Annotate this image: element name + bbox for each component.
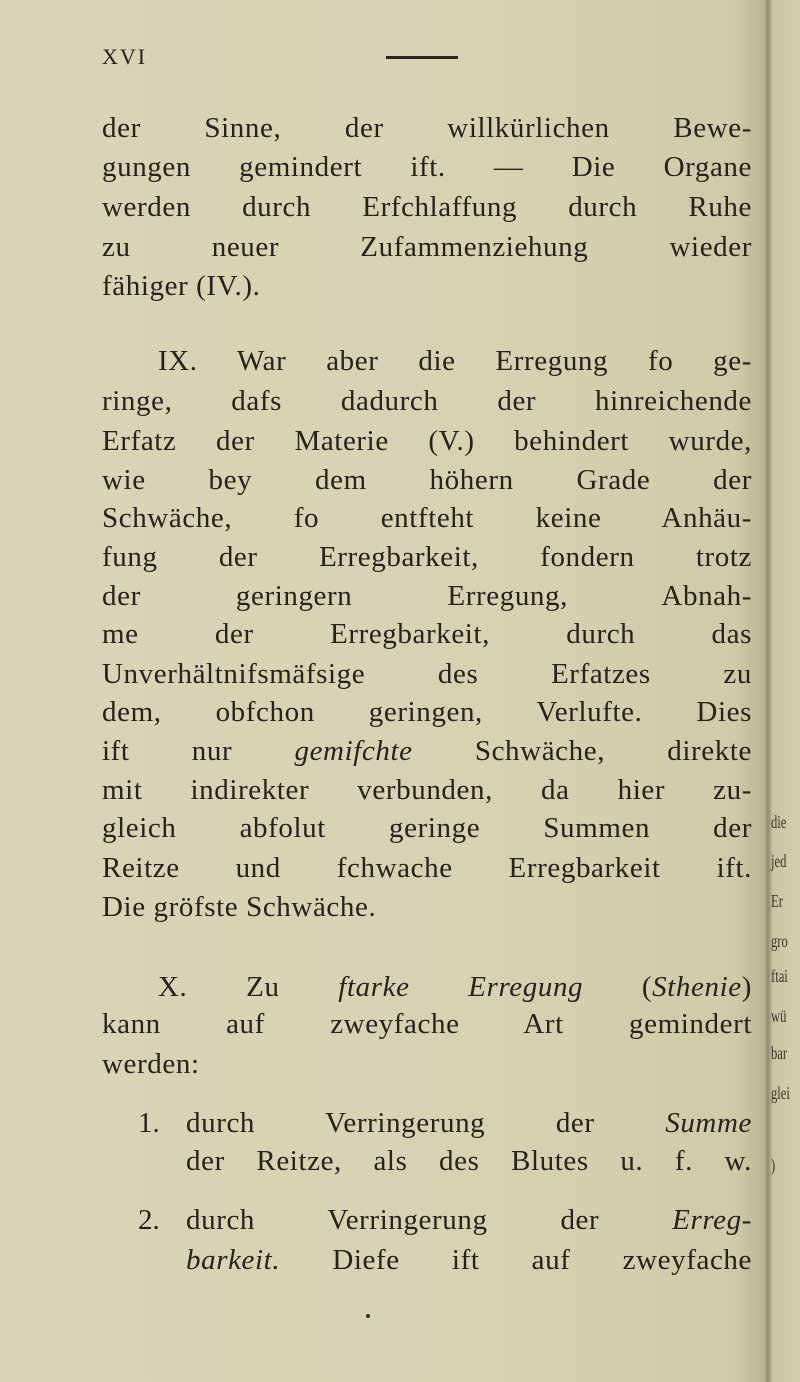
list-number: 1. — [138, 1107, 160, 1139]
text-line: wie bey dem höhern Grade der — [102, 464, 752, 496]
facing-fragment: ftai — [771, 966, 788, 986]
section-x-heading-line — [158, 970, 752, 1004]
text-span: durch Verringerung der — [186, 1204, 673, 1236]
text-line: gungen gemindert ift. — Die Organe — [102, 151, 752, 183]
header-rule — [386, 56, 458, 59]
text-span: durch Verringerung der — [186, 1107, 666, 1139]
facing-fragment: jed — [771, 851, 787, 871]
italic-span: gemifchte — [294, 735, 413, 767]
text-line — [102, 734, 752, 768]
list-number: 2. — [138, 1204, 160, 1236]
text-line: Die gröfste Schwäche. — [102, 891, 377, 923]
text-span: Diefe ift auf zweyfache — [280, 1244, 752, 1276]
facing-fragment: wü — [771, 1006, 787, 1026]
text-span: Schwäche, direkte — [412, 735, 752, 767]
facing-fragment: Er — [771, 891, 783, 911]
list-item-line — [186, 1106, 752, 1140]
text-span: X. Zu — [158, 971, 339, 1003]
text-line: Erfatz der Materie (V.) behindert wurde, — [102, 425, 752, 457]
text-line: mit indirekter verbunden, da hier zu- — [102, 774, 752, 806]
text-line: der geringern Erregung, Abnah- — [102, 580, 752, 612]
facing-fragment: die — [771, 812, 787, 832]
text-line: fähiger (IV.). — [102, 270, 261, 302]
ink-dot — [366, 1314, 370, 1318]
italic-span: ftarke Erregung — [338, 971, 584, 1003]
text-line: zu neuer Zufammenziehung wieder — [102, 231, 752, 263]
text-line: Reitze und fchwache Erregbarkeit ift. — [102, 852, 752, 884]
text-line: Unverhältnifsmäfsige des Erfatzes zu — [102, 658, 752, 690]
text-line: me der Erregbarkeit, durch das — [102, 618, 752, 650]
text-line: dem, obfchon geringen, Verlufte. Dies — [102, 696, 752, 728]
facing-fragment: gro — [771, 931, 788, 951]
text-span: ( — [583, 971, 653, 1003]
section-ix-heading-line: IX. War aber die Erregung fo ge- — [158, 345, 752, 377]
italic-span: Sthenie — [652, 971, 742, 1003]
text-line: fung der Erregbarkeit, fondern trotz — [102, 541, 752, 573]
facing-fragment: ) — [771, 1155, 776, 1175]
italic-span: barkeit. — [186, 1244, 281, 1276]
text-span: ) — [741, 971, 752, 1003]
italic-span: Erreg- — [672, 1204, 752, 1236]
text-line: kann auf zweyfache Art gemindert — [102, 1008, 752, 1040]
list-item-line — [186, 1243, 752, 1277]
text-line: gleich abfolut geringe Summen der — [102, 812, 752, 844]
text-line: der Sinne, der willkürlichen Bewe- — [102, 112, 752, 144]
page-number: XVI — [102, 44, 148, 69]
italic-span: Summe — [665, 1107, 752, 1139]
list-item-line: der Reitze, als des Blutes u. f. w. — [186, 1145, 752, 1177]
text-line: werden: — [102, 1048, 200, 1080]
facing-fragment: glei — [771, 1083, 790, 1103]
text-line: Schwäche, fo entfteht keine Anhäu- — [102, 502, 752, 534]
text-span: ift nur — [102, 735, 295, 767]
facing-fragment: bar — [771, 1043, 788, 1063]
text-line: ringe, dafs dadurch der hinreichende — [102, 385, 752, 417]
list-item-line — [186, 1203, 752, 1237]
text-line: werden durch Erfchlaffung durch Ruhe — [102, 191, 752, 223]
